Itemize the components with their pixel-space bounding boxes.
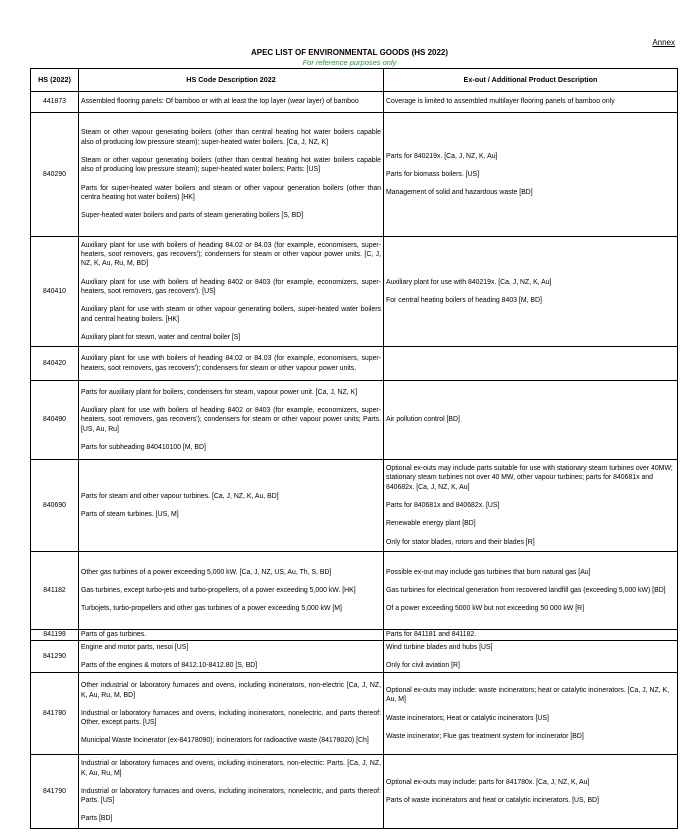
table-row <box>31 460 678 552</box>
ex-out-paragraph: Renewable energy plant [BD] <box>386 520 476 528</box>
annex-label: Annex <box>652 38 675 47</box>
description-paragraph: Industrial or laboratory furnaces and ovens, including incinerators, nonelectric, and parts thereof: Other, except parts. [US] <box>81 709 381 727</box>
table-row <box>31 381 678 460</box>
description-paragraph: Steam or other vapour generating boilers (other than central heating hot water boilers capable also of producing low pressure steam); super-heated water boilers; Parts: [US] <box>81 157 381 174</box>
description-paragraph: Auxiliary plant for use with boilers of heading 84.02 or 84.03 (for example, economisers, super-heaters, soot removers, gas recovers'); condensers for steam or other vapour power units. [C, J, NZ, K, Au, Ru, M, BD] <box>81 241 381 268</box>
description-paragraph: Gas turbines, except turbo-jets and turbo-propellers, of a power exceeding 5,000 kW. [HK] <box>81 586 356 594</box>
table-row <box>31 347 678 381</box>
column-header-description: HS Code Description 2022 <box>79 69 384 92</box>
hs-code-cell: 441873 <box>31 92 79 113</box>
ex-out-cell <box>384 630 678 641</box>
description-cell <box>79 113 384 237</box>
ex-out-paragraph: Wind turbine blades and hubs [US] <box>386 643 493 651</box>
description-paragraph: Other industrial or laboratory furnaces and ovens, including incinerators, non-electric [Ca, J, NZ, K, Au, Ru, M, BD] <box>81 682 381 699</box>
table-row <box>31 755 678 829</box>
description-paragraph: Municipal Waste Incinerator (ex-84178090); incinerators for radioactive waste (84178020) [Ch] <box>81 737 369 745</box>
description-paragraph: Auxiliary plant for use with boilers of heading 84.02 or 84.03 (for example, economisers, super-heaters, soot removers, gas recovers'); condensers for steam or other vapour power units. <box>81 355 381 372</box>
ex-out-paragraph: Waste incinerator; Flue gas treatment system for incinerator [BD] <box>386 732 584 740</box>
hs-code-cell: 841290 <box>31 641 79 673</box>
description-paragraph: Parts [BD] <box>81 815 113 823</box>
description-paragraph: Auxiliary plant for use with boilers of heading 8402 or 8403 (for example, economizers, super-heaters, soot removers, gas recovers'). [US] <box>81 278 381 295</box>
hs-code-cell: 840420 <box>31 347 79 381</box>
ex-out-paragraph: Parts for 840681x and 840682x. [US] <box>386 502 500 509</box>
description-paragraph: Parts of steam turbines. [US, M] <box>81 511 179 518</box>
description-paragraph: Industrial or laboratory furnaces and ovens, including incinerators, nonelectric, and parts thereof: Parts. [US] <box>81 787 381 805</box>
description-paragraph: Auxiliary plant for steam, water and central boiler [S] <box>81 333 241 341</box>
description-cell <box>79 673 384 755</box>
ex-out-paragraph: Of a power exceeding 5000 kW but not exceeding 50 000 kW [R] <box>386 605 585 613</box>
hs-code-cell: 840490 <box>31 381 79 460</box>
description-cell <box>79 552 384 630</box>
ex-out-paragraph: Waste incinerators; Heat or catalytic incinerators [US] <box>386 714 549 722</box>
description-paragraph: Parts for super-heated water boilers and steam or other vapour generation boilers (other than centra heating hot water boilers) [HK] <box>81 184 381 201</box>
ex-out-paragraph: Coverage is limited to assembled multilayer flooring panels of bamboo only <box>386 98 615 106</box>
description-cell <box>79 381 384 460</box>
ex-out-paragraph: Optional ex-outs may include: parts for 841780x. [Ca, J, NZ, K, Au] <box>386 778 590 786</box>
table-row <box>31 552 678 630</box>
ex-out-cell <box>384 113 678 237</box>
description-paragraph: Parts of the engines & motors of 8412.10-8412.80 [S, BD] <box>81 662 258 669</box>
ex-out-cell <box>384 755 678 829</box>
table-row <box>31 630 678 641</box>
hs-code-cell: 841199 <box>31 630 79 641</box>
ex-out-paragraph: Optional ex-outs may include parts suitable for use with stationary steam turbines over 40MW; stationary steam turbines not over 40 MW, other vapour turbines; parts for 840681x and 840682x. [Ca, J, NZ, K, Au] <box>386 465 673 491</box>
description-cell <box>79 641 384 673</box>
description-paragraph: Auxiliary plant for use with steam or other vapour generating boilers, super-heated water boilers and central heating boilers. [HK] <box>81 306 381 323</box>
table-header-row <box>31 69 678 92</box>
ex-out-paragraph: Only for stator blades, rotors and their blades [R] <box>386 538 535 546</box>
description-paragraph: Auxiliary plant for use with boilers of heading 8402 or 8403 (for example, economizers, super-heaters, soot removers, gas recovers'); condensers for steam or other vapour power units; Parts. [US, Au, Ru] <box>81 407 381 433</box>
description-paragraph: Parts for subheading 840410100 [M, BD] <box>81 443 206 451</box>
ex-out-paragraph: Parts for 840219x. [Ca, J, NZ, K, Au] <box>386 152 498 160</box>
description-paragraph: Steam or other vapour generating boilers (other than central heating hot water boilers capable also of producing low pressure steam); super-heated water boilers. [Ca, J, NZ, K] <box>81 129 381 146</box>
table-row <box>31 673 678 755</box>
hs-code-cell: 840290 <box>31 113 79 237</box>
ex-out-paragraph: Gas turbines for electrical generation from recovered landfill gas (exceeding 5,000 kW) [BD] <box>386 586 666 594</box>
description-paragraph: Assembled flooring panels: Of bamboo or with at least the top layer (wear layer) of bamboo <box>81 98 359 106</box>
description-paragraph: Parts for auxiliary plant for boilers, condensers for steam, vapour power unit. [Ca, J, NZ, K] <box>81 388 358 396</box>
ex-out-cell <box>384 641 678 673</box>
ex-out-cell <box>384 347 678 381</box>
ex-out-cell <box>384 381 678 460</box>
ex-out-paragraph: Parts for 841181 and 841182. <box>386 631 477 639</box>
column-header-hs: HS (2022) <box>31 69 79 92</box>
description-cell <box>79 460 384 552</box>
ex-out-paragraph: Management of solid and hazardous waste [BD] <box>386 189 533 197</box>
description-paragraph: Engine and motor parts, nesoi [US] <box>81 643 189 651</box>
hs-code-cell: 841790 <box>31 755 79 829</box>
ex-out-cell <box>384 460 678 552</box>
description-paragraph: Parts of gas turbines. <box>81 631 147 639</box>
ex-out-paragraph: Parts for biomass boilers. [US] <box>386 170 480 178</box>
table-row <box>31 237 678 347</box>
description-paragraph: Parts for steam and other vapour turbines. [Ca, J, NZ, K, Au, BD] <box>81 492 279 500</box>
ex-out-paragraph: For central heating boilers of heading 8403 [M, BD] <box>386 297 542 304</box>
document-subtitle: For reference purposes only <box>302 58 397 67</box>
ex-out-cell <box>384 673 678 755</box>
table-row <box>31 641 678 673</box>
ex-out-cell <box>384 92 678 113</box>
description-cell <box>79 92 384 113</box>
hs-code-cell: 840690 <box>31 460 79 552</box>
description-cell <box>79 630 384 641</box>
column-header-ex-out: Ex-out / Additional Product Description <box>384 69 678 92</box>
ex-out-paragraph: Parts of waste incinerators and heat or catalytic incinerators. [US, BD] <box>386 797 599 804</box>
ex-out-paragraph: Possible ex-out may include gas turbines that burn natural gas [Au] <box>386 568 591 576</box>
document-title: APEC LIST OF ENVIRONMENTAL GOODS (HS 2022) <box>250 48 449 57</box>
description-cell <box>79 237 384 347</box>
description-cell <box>79 347 384 381</box>
hs-code-cell: 841182 <box>31 552 79 630</box>
ex-out-paragraph: Optional ex-outs may include: waste incinerators; heat or catalytic incinerators. [Ca, J, NZ, K, Au, M] <box>386 686 670 704</box>
environmental-goods-table <box>30 68 678 829</box>
table-row <box>31 92 678 113</box>
hs-code-cell: 841780 <box>31 673 79 755</box>
description-paragraph: Other gas turbines of a power exceeding 5,000 kW. [Ca, J, NZ, US, Au, Th, S, BD] <box>81 568 332 576</box>
description-paragraph: Super-heated water boilers and parts of steam generating boilers [S, BD] <box>81 212 304 220</box>
ex-out-cell <box>384 552 678 630</box>
table-row <box>31 113 678 237</box>
ex-out-paragraph: Air pollution control [BD] <box>386 416 460 424</box>
ex-out-paragraph: Auxiliary plant for use with 840219x. [Ca, J, NZ, K, Au] <box>386 278 552 286</box>
ex-out-paragraph: Only for civil aviation [R] <box>386 662 460 669</box>
description-paragraph: Industrial or laboratory furnaces and ovens, including incinerators, non-electric: Parts. [Ca, J, NZ, K, Au, Ru, M] <box>81 760 381 777</box>
description-paragraph: Turbojets, turbo-propellers and other gas turbines of a power exceeding 5,000 kW [M] <box>81 605 342 613</box>
table-body <box>31 92 678 829</box>
hs-code-cell: 840410 <box>31 237 79 347</box>
description-cell <box>79 755 384 829</box>
ex-out-cell <box>384 237 678 347</box>
